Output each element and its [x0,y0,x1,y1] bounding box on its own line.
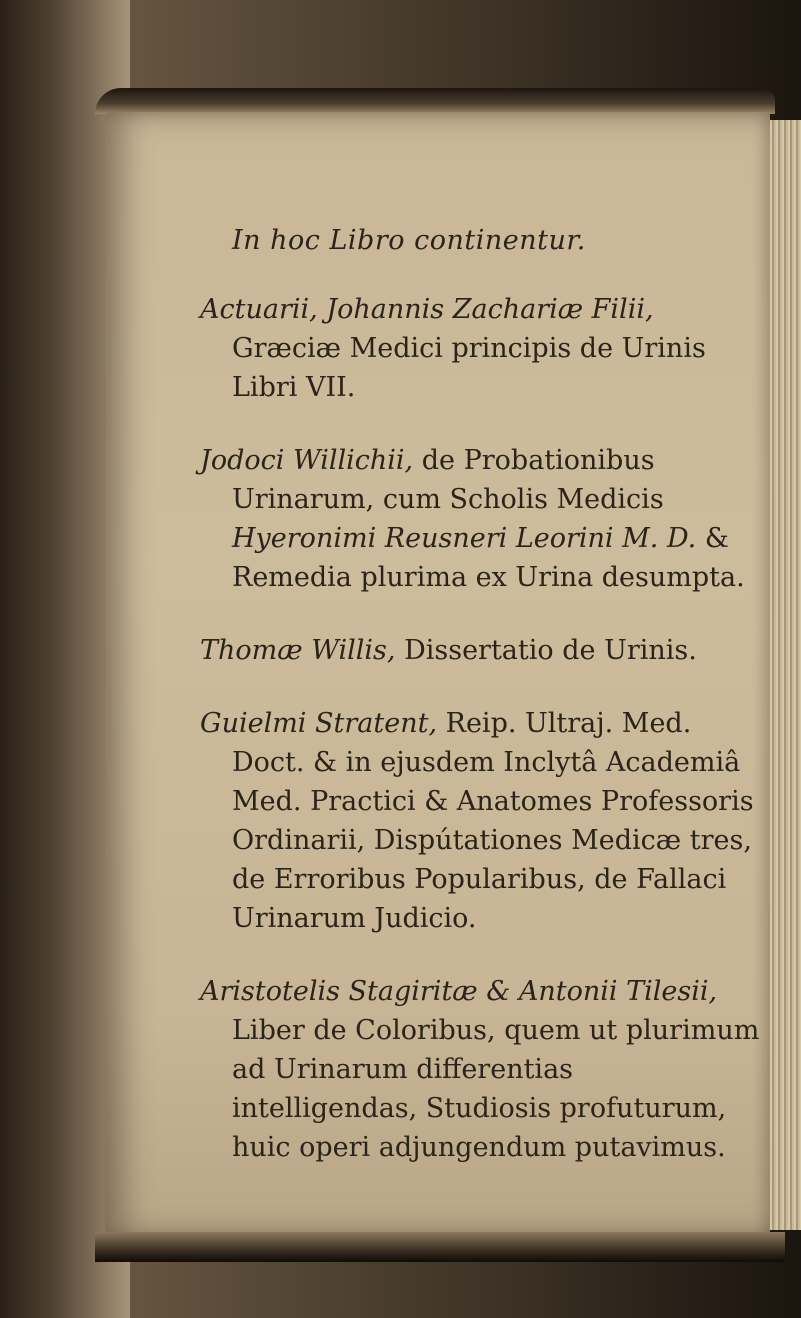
entry-willichius [200,441,760,597]
entry-text-2: & Remedia plurima ex Urina desumpta. [232,523,745,593]
entry-text: Græciæ Medici principis de Urinis Libri VII. [232,333,706,403]
entry-text: Liber de Coloribus, quem ut plurimum ad Urinarum differentias intelligendas, Studiosis profuturum, huic operi adjungendum putavimus. [232,1015,760,1163]
top-page-edge [95,88,775,114]
entry-text: Dissertatio de Urinis. [404,635,697,666]
bottom-page-edge [95,1232,785,1262]
entry-author: Thomæ Willis, [200,635,396,666]
entry-text: de Probationibus Urinarum, cum Scholis Medicis [232,445,664,515]
entry-author-2: Hyeronimi Reusneri Leorini M. D. [232,523,697,554]
entry-author-2: Antonii Tilesii, [518,976,718,1007]
entry-author: Jodoci Willichii, [200,445,414,476]
entry-stratent [200,704,760,938]
fore-edge-pages [770,120,801,1230]
entry-author: Actuarii, Johannis Zachariæ Filii, [200,294,654,325]
entry-actuarius [200,290,760,407]
entry-aristoteles [200,972,760,1167]
page-heading: In hoc Libro continentur. [232,225,586,256]
entry-text: Reip. Ultraj. Med. Doct. & in ejusdem Inclytâ Academiâ Med. Practici & Anatomes Professoris Ordinarii, Dispútationes Medicæ tres, de Erroribus Popularibus, de Fallaci Urinarum Judicio. [232,708,754,934]
entry-willis [200,631,760,670]
entry-author: Aristotelis Stagiritæ & [200,976,511,1007]
entry-author: Guielmi Stratent, [200,708,438,739]
page-text [200,225,760,1201]
